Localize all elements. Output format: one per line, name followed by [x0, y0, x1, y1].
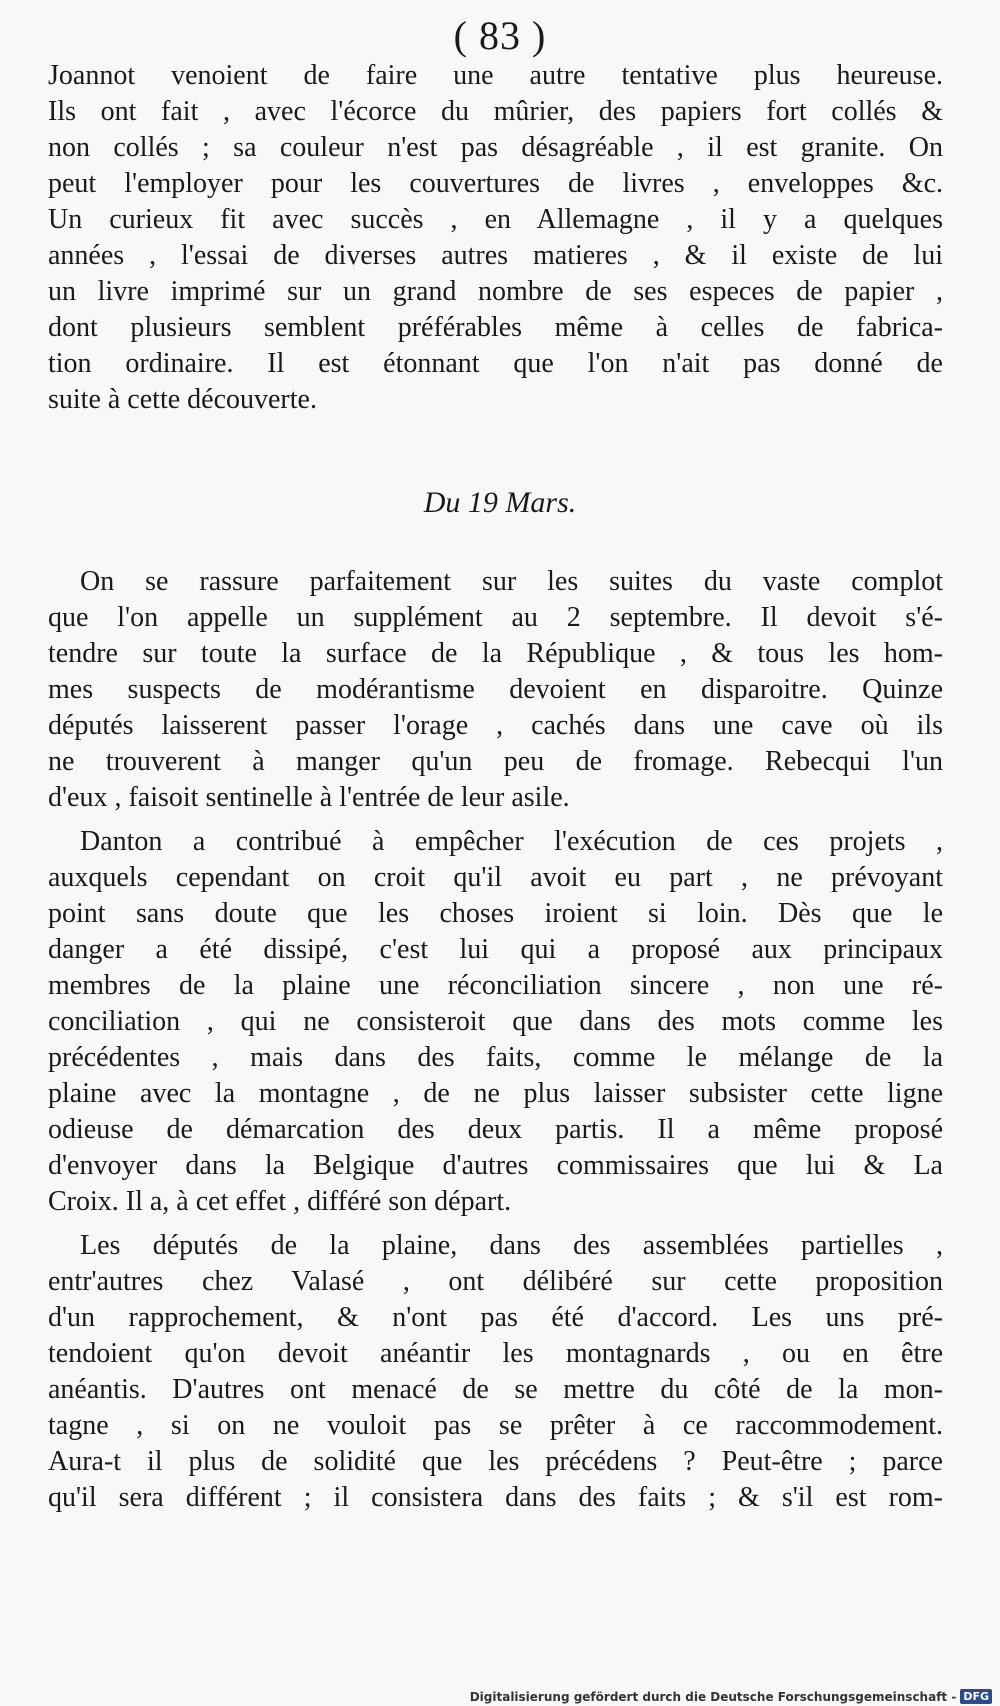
text-line: tagne , si on ne vouloit pas se prêter à ce raccommodement.	[48, 1410, 943, 1441]
text-line: entr'autres chez Valasé , ont délibéré sur cette proposition	[48, 1266, 943, 1297]
credit-text: Digitalisierung gefördert durch die Deutsche Forschungsgemeinschaft -	[469, 1689, 957, 1704]
text-line: précédentes , mais dans des faits, comme le mélange de la	[48, 1042, 943, 1073]
section-title: Du 19 Mars.	[423, 486, 577, 519]
text-line: non collés ; sa couleur n'est pas désagréable , il est granite. On	[48, 132, 943, 163]
text-line: conciliation , qui ne consisteroit que dans des mots comme les	[48, 1006, 943, 1037]
text-line: d'un rapprochement, & n'ont pas été d'accord. Les uns pré-	[48, 1302, 943, 1333]
text-line: tion ordinaire. Il est étonnant que l'on n'ait pas donné de	[48, 348, 943, 379]
text-line: point sans doute que les choses iroient si loin. Dès que le	[48, 898, 943, 929]
text-line: années , l'essai de diverses autres matieres , & il existe de lui	[48, 240, 943, 271]
text-line: On se rassure parfaitement sur les suites du vaste complot	[80, 566, 943, 597]
text-line: tendre sur toute la surface de la République , & tous les hom-	[48, 638, 943, 669]
text-line: députés laisserent passer l'orage , cachés dans une cave où ils	[48, 710, 943, 741]
text-line: d'eux , faisoit sentinelle à l'entrée de leur asile.	[48, 782, 570, 813]
text-line: danger a été dissipé, c'est lui qui a proposé aux principaux	[48, 934, 943, 965]
text-line: Les députés de la plaine, dans des assemblées partielles ,	[80, 1230, 943, 1261]
text-line: suite à cette découverte.	[48, 384, 317, 415]
text-line: auxquels cependant on croit qu'il avoit eu part , ne prévoyant	[48, 862, 943, 893]
text-line: anéantis. D'autres ont menacé de se mettre du côté de la mon-	[48, 1374, 943, 1405]
dfg-logo: DFG	[960, 1689, 992, 1704]
text-line: dont plusieurs semblent préférables même à celles de fabrica-	[48, 312, 943, 343]
text-line: Un curieux fit avec succès , en Allemagne , il y a quelques	[48, 204, 943, 235]
text-line: Joannot venoient de faire une autre tentative plus heureuse.	[48, 60, 943, 91]
text-line: ne trouverent à manger qu'un peu de fromage. Rebecqui l'un	[48, 746, 943, 777]
text-line: d'envoyer dans la Belgique d'autres commissaires que lui & La	[48, 1150, 943, 1181]
text-line: Danton a contribué à empêcher l'exécution de ces projets ,	[80, 826, 943, 857]
text-line: Croix. Il a, à cet effet , différé son départ.	[48, 1186, 512, 1217]
page-number: ( 83 )	[453, 13, 547, 58]
text-line: Ils ont fait , avec l'écorce du mûrier, des papiers fort collés &	[48, 96, 943, 127]
text-line: Aura-t il plus de solidité que les précédens ? Peut-être ; parce	[48, 1446, 943, 1477]
text-line: tendoient qu'on devoit anéantir les montagnards , ou en être	[48, 1338, 943, 1369]
text-line: peut l'employer pour les couvertures de livres , enveloppes &c.	[48, 168, 943, 199]
text-line: plaine avec la montagne , de ne plus laisser subsister cette ligne	[48, 1078, 943, 1109]
digitization-credit	[470, 1689, 992, 1704]
text-line: que l'on appelle un supplément au 2 septembre. Il devoit s'é-	[48, 602, 943, 633]
text-line: un livre imprimé sur un grand nombre de ses especes de papier ,	[48, 276, 943, 307]
text-line: odieuse de démarcation des deux partis. Il a même proposé	[48, 1114, 943, 1145]
text-line: qu'il sera différent ; il consistera dans des faits ; & s'il est rom-	[48, 1482, 943, 1513]
text-line: mes suspects de modérantisme devoient en disparoitre. Quinze	[48, 674, 943, 705]
text-line: membres de la plaine une réconciliation sincere , non une ré-	[48, 970, 943, 1001]
